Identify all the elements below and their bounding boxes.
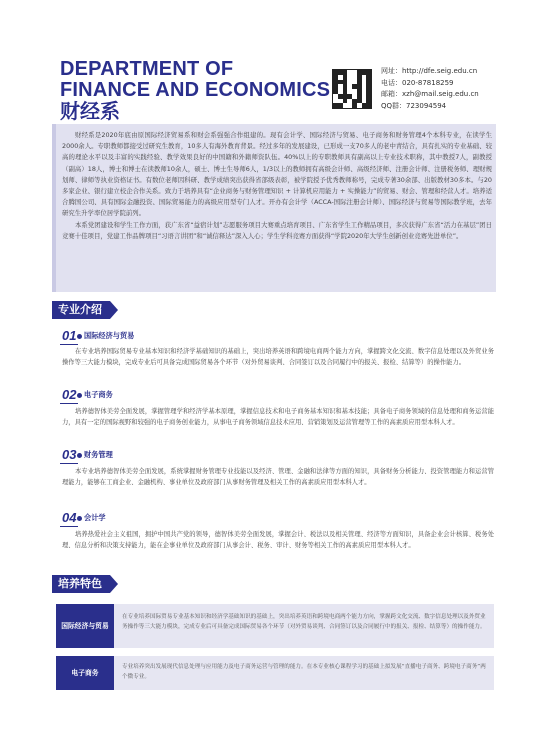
section-header-features: 培养特色 <box>52 575 110 593</box>
item-title-04: 会计学 <box>84 513 106 522</box>
qr-code <box>332 69 372 109</box>
number-underline <box>60 463 78 464</box>
feature-label-ecommerce: 电子商务 <box>56 656 114 690</box>
intro-accent-bar <box>52 124 56 292</box>
bullet-dot <box>77 453 82 458</box>
section-header-majors: 专业介绍 <box>52 301 110 319</box>
bullet-dot <box>77 334 82 339</box>
item-title-02: 电子商务 <box>84 390 113 399</box>
contact-email: 邮箱：xzh@mail.seig.edu.cn <box>381 90 479 98</box>
intro-paragraph-2: 本系党团建设和学生工作方面，获广东省“益宿计划”志愿服务项目大赛重点培育项目、广东省学生工作精品项目，多次获得广东省“活力在基层”团日竞赛十佳项目，党建工作品牌项目“习语言讲团”和“诚信释达”深入人心；学生学科竞赛方面获得“学院2020年大学生创新创业竞赛先进单位”。 <box>62 220 492 240</box>
intro-text <box>62 130 492 242</box>
bullet-dot <box>77 393 82 398</box>
title-chinese: 财经系 <box>60 99 120 123</box>
item-number-04: 04 <box>62 510 77 525</box>
contact-qq: QQ群：723094594 <box>381 101 447 110</box>
item-title-01: 国际经济与贸易 <box>84 331 135 340</box>
title-english-line2: FINANCE AND ECONOMICS <box>60 79 331 101</box>
feature-text-ecommerce: 专业培养突出发展现代信息处理与应用能力及电子商务运营与管理的能力。在本专业核心课程学习的基础上拟发展“直播电子商务、跨境电子商务”两个微专业。 <box>122 664 486 680</box>
feature-row-trade <box>56 604 494 648</box>
item-text-03 <box>62 466 494 488</box>
feature-text-trade: 在专业培养国际贸易专业基本知识和经济学基础知识的基础上，突出培养英语和跨境电商两个能力方向，掌握跨文化交流、数字信息处理以及外贸业务操作等三大能力模块，完成专业后可具备完成国际贸易各个环节（对外贸易谈判、合同签订以及合同履行中的报关、报检、结算等）的操作能力。 <box>122 614 486 630</box>
item-text-02 <box>62 406 494 428</box>
item-text-01-paragraph: 在专业培养国际贸易专业基本知识和经济学基础知识的基础上，突出培养英语和跨境电商两个能力方向，掌握跨文化交流、数字信息处理以及外贸业务操作等三大能力模块，完成专业后可具备完成国际贸易各个环节（对外贸易谈判、合同签订以及合同履行中的报关、报检、结算等）的操作能力。 <box>62 348 494 366</box>
title-english-line1: DEPARTMENT OF <box>60 58 234 80</box>
number-underline <box>60 344 78 345</box>
item-title-03: 财务管理 <box>84 450 113 459</box>
item-text-04-paragraph: 培养热爱社会主义祖国，拥护中国共产党的领导，德智体美劳全面发展，掌握会计、税法以及相关管理、经济等方面知识，具备企业会计核算、税务处理、信息分析和决策支持能力，能在企事业单位及政府部门从事会计、税务、审计、财务等相关工作的高素质应用型本科人才。 <box>62 531 494 549</box>
feature-row-ecommerce <box>56 656 494 690</box>
item-text-04 <box>62 529 494 551</box>
item-number-02: 02 <box>62 387 77 402</box>
item-text-01 <box>62 346 494 368</box>
number-underline <box>60 403 78 404</box>
item-text-03-paragraph: 本专业培养德智体美劳全面发展，系统掌握财务管理专业技能以及经济、管理、金融和法律等方面的知识，具备财务分析能力、投资管理能力和运营管理能力，能够在工商企业、金融机构、事业单位及政府部门从事财务管理及相关工作的高素质应用型本科人才。 <box>62 468 494 486</box>
contact-phone: 电话：020-87818259 <box>381 78 454 87</box>
number-underline <box>60 526 78 527</box>
feature-label-trade: 国际经济与贸易 <box>56 604 114 648</box>
bullet-dot <box>77 516 82 521</box>
contact-website: 网址：http://dfe.seig.edu.cn <box>381 67 478 75</box>
item-number-01: 01 <box>62 328 77 343</box>
contact-block <box>381 66 479 112</box>
item-text-02-paragraph: 培养德智体美劳全面发展，掌握管理学和经济学基本原理，掌握信息技术和电子商务基本知识和基本技能；具备电子商务领域的信息处理和商务运营能力，具有一定的国际视野和较强的电子商务创业能力，从事电子商务领域信息技术应用、营销策划及运营管理等工作的高素质应用型本科人才。 <box>62 408 494 426</box>
item-number-03: 03 <box>62 447 77 462</box>
intro-paragraph-1: 财经系是2020年底由原国际经济贸易系和财会系强强合作组建的。现有会计学、国际经济与贸易、电子商务和财务管理4个本科专业，在读学生2000余人。专职教师都接受过研究生教育，10多人有海外教育背景。经过多年的发展建设，已形成一支70多人的老中青结合，具有扎实的专业基础、较高的理论水平以及丰富的实践经验、教学效果良好的中国籍和外籍师资队伍。40%以上的专职教师具有副高以上专业技术职称，其中教授7人，副教授（副高）18人，博士和博士在读教师10余人，硕士、博士生导师6人，1/3以上的教师拥有高级会计师、高级经济师、注册会计师、注册税务师、理财规划师、律师等执业资格证书。有数位老师因科研、教学成绩突出获得省部级表彰，被学院授予优秀教师称号，完成专著30余部、出版教材30多本。与20多家企业、银行建立校企合作关系。致力于培养具有“企业商务与财务管理知识 + 计算机应用能力 + 实操能力”的贸易、财会、管理和经营人才。培养适合腾国公司、具有国际金融投资、国际贸易能力的高级应用型专门人才。开办有会计学（ACCA-国际注册会计师）、国际经济与贸易等国际教学班，去年研究生升学率位居学院前列。 <box>62 131 492 218</box>
